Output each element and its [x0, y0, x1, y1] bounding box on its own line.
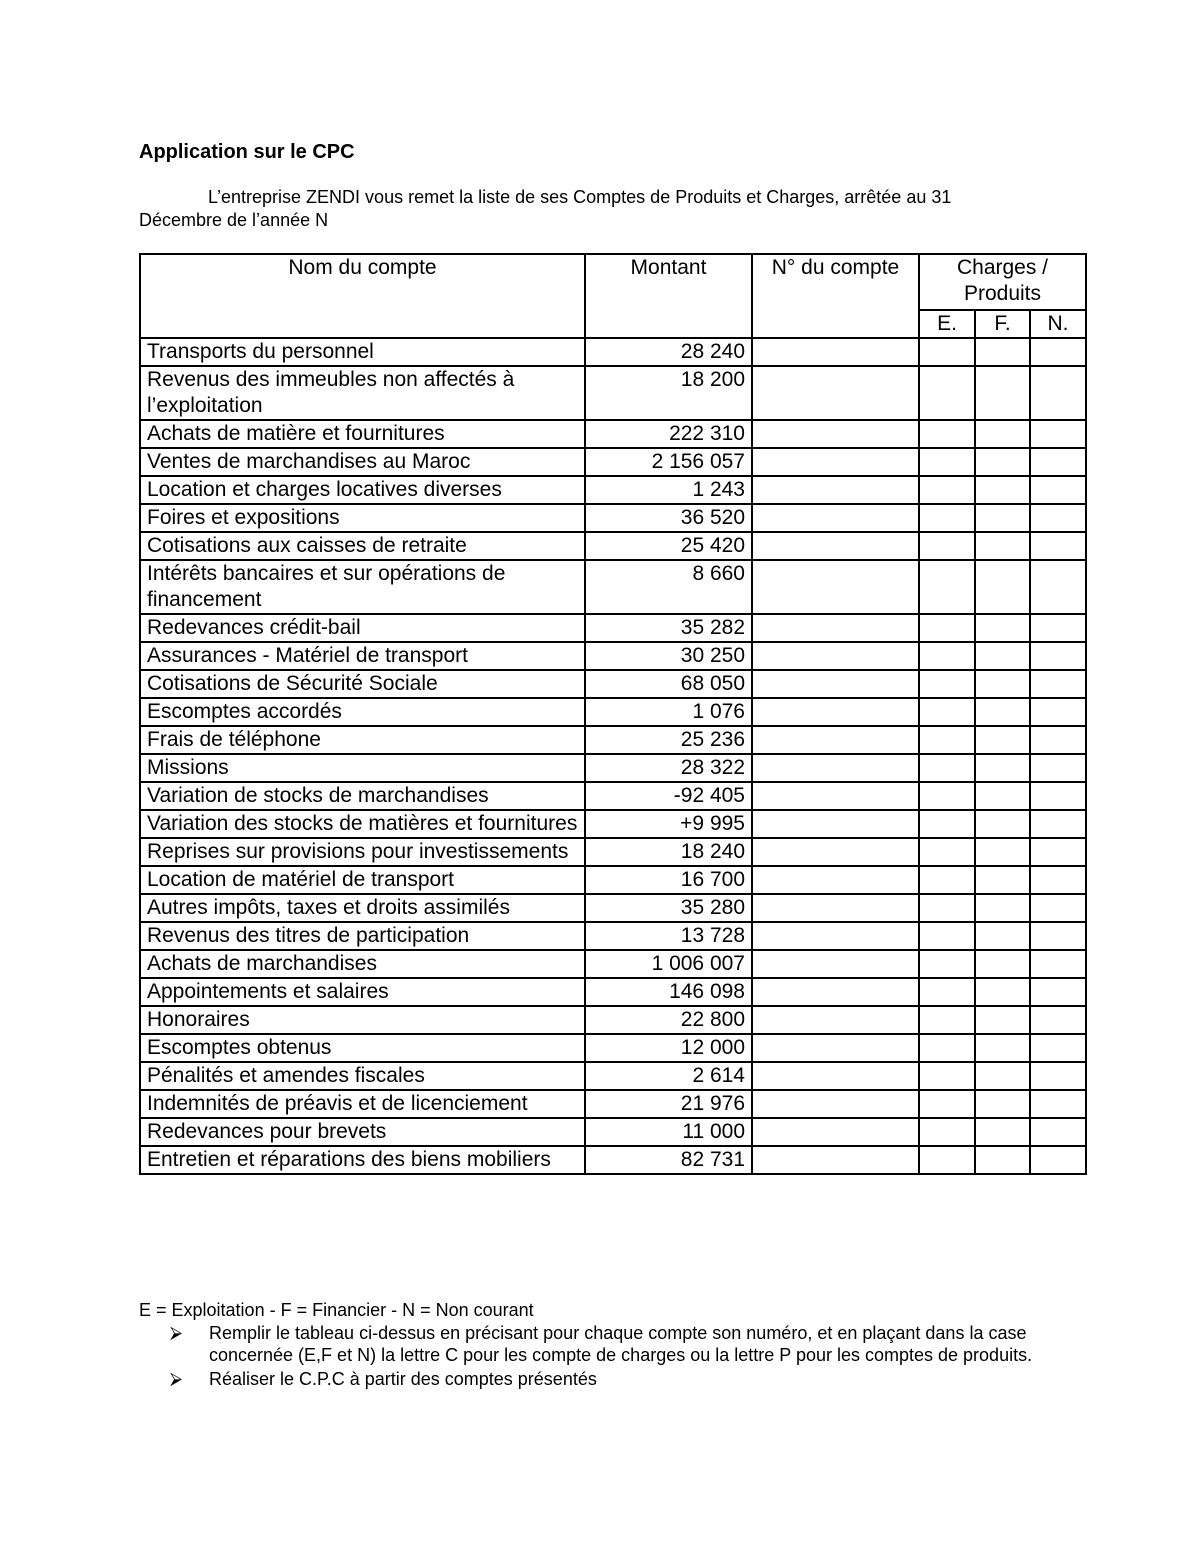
- n-cell[interactable]: [1030, 866, 1086, 894]
- e-cell[interactable]: [919, 950, 975, 978]
- e-cell[interactable]: [919, 866, 975, 894]
- table-row: [140, 810, 1086, 838]
- account-name-cell: Achats de marchandises: [140, 950, 585, 978]
- account-name-cell: Transports du personnel: [140, 338, 585, 366]
- amount-cell: 16 700: [585, 866, 752, 894]
- table-row: [140, 476, 1086, 504]
- n-cell[interactable]: [1030, 670, 1086, 698]
- f-cell[interactable]: [975, 978, 1030, 1006]
- n-cell[interactable]: [1030, 560, 1086, 614]
- f-cell[interactable]: [975, 420, 1030, 448]
- amount-cell: 36 520: [585, 504, 752, 532]
- account-number-cell[interactable]: [752, 614, 919, 642]
- account-number-cell[interactable]: [752, 476, 919, 504]
- n-cell[interactable]: [1030, 1034, 1086, 1062]
- f-cell[interactable]: [975, 1090, 1030, 1118]
- account-number-cell[interactable]: [752, 420, 919, 448]
- account-name-cell: Foires et expositions: [140, 504, 585, 532]
- f-cell[interactable]: [975, 560, 1030, 614]
- table-row: [140, 560, 1086, 614]
- account-name-cell: Frais de téléphone: [140, 726, 585, 754]
- f-cell[interactable]: [975, 838, 1030, 866]
- amount-cell: 146 098: [585, 978, 752, 1006]
- e-cell[interactable]: [919, 1118, 975, 1146]
- account-number-cell[interactable]: [752, 782, 919, 810]
- header-f: F.: [975, 310, 1030, 338]
- table-row: [140, 642, 1086, 670]
- e-cell[interactable]: [919, 726, 975, 754]
- n-cell[interactable]: [1030, 922, 1086, 950]
- table-row: [140, 420, 1086, 448]
- n-cell[interactable]: [1030, 726, 1086, 754]
- amount-cell: 1 076: [585, 698, 752, 726]
- f-cell[interactable]: [975, 782, 1030, 810]
- account-name-cell: Indemnités de préavis et de licenciement: [140, 1090, 585, 1118]
- table-row: [140, 754, 1086, 782]
- table-row: [140, 1062, 1086, 1090]
- e-cell[interactable]: [919, 560, 975, 614]
- table-row: [140, 1006, 1086, 1034]
- table-row: [140, 894, 1086, 922]
- f-cell[interactable]: [975, 532, 1030, 560]
- e-cell[interactable]: [919, 754, 975, 782]
- amount-cell: 25 420: [585, 532, 752, 560]
- amount-cell: -92 405: [585, 782, 752, 810]
- n-cell[interactable]: [1030, 1118, 1086, 1146]
- account-number-cell[interactable]: [752, 1146, 919, 1174]
- account-name-cell: Honoraires: [140, 1006, 585, 1034]
- f-cell[interactable]: [975, 614, 1030, 642]
- e-cell[interactable]: [919, 366, 975, 420]
- n-cell[interactable]: [1030, 448, 1086, 476]
- e-cell[interactable]: [919, 420, 975, 448]
- table-row: [140, 670, 1086, 698]
- amount-cell: 25 236: [585, 726, 752, 754]
- amount-cell: +9 995: [585, 810, 752, 838]
- amount-cell: 2 156 057: [585, 448, 752, 476]
- f-cell[interactable]: [975, 448, 1030, 476]
- e-cell[interactable]: [919, 978, 975, 1006]
- e-cell[interactable]: [919, 1006, 975, 1034]
- amount-cell: 12 000: [585, 1034, 752, 1062]
- n-cell[interactable]: [1030, 338, 1086, 366]
- arrowhead-bullet-icon: ⮚: [170, 1323, 183, 1343]
- account-name-cell: Ventes de marchandises au Maroc: [140, 448, 585, 476]
- amount-cell: 8 660: [585, 560, 752, 614]
- amount-cell: 35 280: [585, 894, 752, 922]
- account-number-cell[interactable]: [752, 642, 919, 670]
- n-cell[interactable]: [1030, 366, 1086, 420]
- e-cell[interactable]: [919, 670, 975, 698]
- task-list: [170, 1322, 1060, 1392]
- amount-cell: 82 731: [585, 1146, 752, 1174]
- table-row: [140, 726, 1086, 754]
- table-row: [140, 366, 1086, 420]
- account-name-cell: Variation des stocks de matières et fournitures: [140, 810, 585, 838]
- account-name-cell: Revenus des titres de participation: [140, 922, 585, 950]
- account-name-cell: Location et charges locatives diverses: [140, 476, 585, 504]
- e-cell[interactable]: [919, 838, 975, 866]
- account-number-cell[interactable]: [752, 978, 919, 1006]
- n-cell[interactable]: [1030, 1146, 1086, 1174]
- account-number-cell[interactable]: [752, 894, 919, 922]
- intro-paragraph: L’entreprise ZENDI vous remet la liste de ses Comptes de Produits et Charges, arrêtée au 31 Décembre de l’année N: [139, 187, 952, 230]
- n-cell[interactable]: [1030, 420, 1086, 448]
- n-cell[interactable]: [1030, 978, 1086, 1006]
- table-row: [140, 1146, 1086, 1174]
- f-cell[interactable]: [975, 922, 1030, 950]
- amount-cell: 35 282: [585, 614, 752, 642]
- account-name-cell: Pénalités et amendes fiscales: [140, 1062, 585, 1090]
- n-cell[interactable]: [1030, 532, 1086, 560]
- amount-cell: 22 800: [585, 1006, 752, 1034]
- table-row: [140, 1118, 1086, 1146]
- e-cell[interactable]: [919, 782, 975, 810]
- f-cell[interactable]: [975, 1062, 1030, 1090]
- account-number-cell[interactable]: [752, 838, 919, 866]
- e-cell[interactable]: [919, 1062, 975, 1090]
- f-cell[interactable]: [975, 338, 1030, 366]
- table-row: [140, 504, 1086, 532]
- table-row: [140, 950, 1086, 978]
- header-e: E.: [919, 310, 975, 338]
- f-cell[interactable]: [975, 670, 1030, 698]
- account-number-cell[interactable]: [752, 448, 919, 476]
- account-name-cell: Redevances pour brevets: [140, 1118, 585, 1146]
- n-cell[interactable]: [1030, 642, 1086, 670]
- header-account-name: Nom du compte: [140, 254, 585, 338]
- page-title: Application sur le CPC: [139, 141, 355, 163]
- task-item: [170, 1368, 1060, 1390]
- table-row: [140, 1034, 1086, 1062]
- amount-cell: 18 200: [585, 366, 752, 420]
- e-cell[interactable]: [919, 504, 975, 532]
- f-cell[interactable]: [975, 894, 1030, 922]
- account-number-cell[interactable]: [752, 866, 919, 894]
- e-cell[interactable]: [919, 894, 975, 922]
- table-row: [140, 614, 1086, 642]
- amount-cell: 1 243: [585, 476, 752, 504]
- header-account-number: N° du compte: [752, 254, 919, 338]
- task-text: Réaliser le C.P.C à partir des comptes présentés: [209, 1369, 597, 1389]
- table-row: [140, 532, 1086, 560]
- account-number-cell[interactable]: [752, 366, 919, 420]
- table-row: [140, 922, 1086, 950]
- account-number-cell[interactable]: [752, 1118, 919, 1146]
- account-name-cell: Variation de stocks de marchandises: [140, 782, 585, 810]
- account-name-cell: Entretien et réparations des biens mobiliers: [140, 1146, 585, 1174]
- task-text: Remplir le tableau ci-dessus en précisant pour chaque compte son numéro, et en plaçant dans la case concernée (E,F et N) la lettre C pour les compte de charges ou la lettre P pour les comptes de produits.: [209, 1323, 1033, 1365]
- amount-cell: 222 310: [585, 420, 752, 448]
- table-row: [140, 782, 1086, 810]
- f-cell[interactable]: [975, 1034, 1030, 1062]
- account-name-cell: Assurances - Matériel de transport: [140, 642, 585, 670]
- account-number-cell[interactable]: [752, 1006, 919, 1034]
- n-cell[interactable]: [1030, 698, 1086, 726]
- account-name-cell: Autres impôts, taxes et droits assimilés: [140, 894, 585, 922]
- account-number-cell[interactable]: [752, 922, 919, 950]
- table-row: [140, 866, 1086, 894]
- f-cell[interactable]: [975, 726, 1030, 754]
- amount-cell: 13 728: [585, 922, 752, 950]
- amount-cell: 28 240: [585, 338, 752, 366]
- f-cell[interactable]: [975, 1146, 1030, 1174]
- amount-cell: 18 240: [585, 838, 752, 866]
- n-cell[interactable]: [1030, 810, 1086, 838]
- e-cell[interactable]: [919, 476, 975, 504]
- e-cell[interactable]: [919, 1034, 975, 1062]
- account-name-cell: Cotisations aux caisses de retraite: [140, 532, 585, 560]
- f-cell[interactable]: [975, 1118, 1030, 1146]
- account-name-cell: Escomptes obtenus: [140, 1034, 585, 1062]
- table-header-row: [140, 254, 1086, 310]
- e-cell[interactable]: [919, 922, 975, 950]
- account-name-cell: Escomptes accordés: [140, 698, 585, 726]
- f-cell[interactable]: [975, 504, 1030, 532]
- account-number-cell[interactable]: [752, 754, 919, 782]
- header-charges-produits: Charges / Produits: [919, 254, 1086, 310]
- e-cell[interactable]: [919, 448, 975, 476]
- account-number-cell[interactable]: [752, 810, 919, 838]
- f-cell[interactable]: [975, 754, 1030, 782]
- n-cell[interactable]: [1030, 782, 1086, 810]
- e-cell[interactable]: [919, 532, 975, 560]
- f-cell[interactable]: [975, 698, 1030, 726]
- account-number-cell[interactable]: [752, 338, 919, 366]
- accounts-table: [139, 253, 1087, 1175]
- account-name-cell: Revenus des immeubles non affectés à l’exploitation: [140, 366, 585, 420]
- account-number-cell[interactable]: [752, 698, 919, 726]
- arrowhead-bullet-icon: ⮚: [170, 1369, 183, 1389]
- n-cell[interactable]: [1030, 754, 1086, 782]
- n-cell[interactable]: [1030, 476, 1086, 504]
- account-number-cell[interactable]: [752, 1062, 919, 1090]
- account-name-cell: Reprises sur provisions pour investissements: [140, 838, 585, 866]
- e-cell[interactable]: [919, 1090, 975, 1118]
- account-number-cell[interactable]: [752, 1090, 919, 1118]
- n-cell[interactable]: [1030, 1090, 1086, 1118]
- n-cell[interactable]: [1030, 838, 1086, 866]
- f-cell[interactable]: [975, 950, 1030, 978]
- account-number-cell[interactable]: [752, 504, 919, 532]
- f-cell[interactable]: [975, 1006, 1030, 1034]
- legend-text: E = Exploitation - F = Financier - N = Non courant: [139, 1300, 534, 1320]
- header-amount: Montant: [585, 254, 752, 338]
- account-name-cell: Location de matériel de transport: [140, 866, 585, 894]
- amount-cell: 1 006 007: [585, 950, 752, 978]
- amount-cell: 2 614: [585, 1062, 752, 1090]
- account-name-cell: Appointements et salaires: [140, 978, 585, 1006]
- f-cell[interactable]: [975, 810, 1030, 838]
- amount-cell: 30 250: [585, 642, 752, 670]
- n-cell[interactable]: [1030, 614, 1086, 642]
- amount-cell: 11 000: [585, 1118, 752, 1146]
- f-cell[interactable]: [975, 866, 1030, 894]
- e-cell[interactable]: [919, 1146, 975, 1174]
- e-cell[interactable]: [919, 614, 975, 642]
- account-number-cell[interactable]: [752, 532, 919, 560]
- table-row: [140, 338, 1086, 366]
- table-row: [140, 838, 1086, 866]
- account-number-cell[interactable]: [752, 950, 919, 978]
- header-n: N.: [1030, 310, 1086, 338]
- amount-cell: 21 976: [585, 1090, 752, 1118]
- n-cell[interactable]: [1030, 950, 1086, 978]
- n-cell[interactable]: [1030, 894, 1086, 922]
- n-cell[interactable]: [1030, 504, 1086, 532]
- account-number-cell[interactable]: [752, 670, 919, 698]
- e-cell[interactable]: [919, 642, 975, 670]
- account-number-cell[interactable]: [752, 1034, 919, 1062]
- table-row: [140, 978, 1086, 1006]
- f-cell[interactable]: [975, 366, 1030, 420]
- account-name-cell: Intérêts bancaires et sur opérations de financement: [140, 560, 585, 614]
- table-row: [140, 448, 1086, 476]
- table-row: [140, 698, 1086, 726]
- table-body: [140, 338, 1086, 1174]
- n-cell[interactable]: [1030, 1006, 1086, 1034]
- account-name-cell: Missions: [140, 754, 585, 782]
- n-cell[interactable]: [1030, 1062, 1086, 1090]
- e-cell[interactable]: [919, 698, 975, 726]
- amount-cell: 68 050: [585, 670, 752, 698]
- e-cell[interactable]: [919, 810, 975, 838]
- account-name-cell: Achats de matière et fournitures: [140, 420, 585, 448]
- account-name-cell: Cotisations de Sécurité Sociale: [140, 670, 585, 698]
- e-cell[interactable]: [919, 338, 975, 366]
- f-cell[interactable]: [975, 642, 1030, 670]
- table-row: [140, 1090, 1086, 1118]
- account-number-cell[interactable]: [752, 560, 919, 614]
- task-item: [170, 1322, 1060, 1366]
- account-number-cell[interactable]: [752, 726, 919, 754]
- f-cell[interactable]: [975, 476, 1030, 504]
- account-name-cell: Redevances crédit-bail: [140, 614, 585, 642]
- amount-cell: 28 322: [585, 754, 752, 782]
